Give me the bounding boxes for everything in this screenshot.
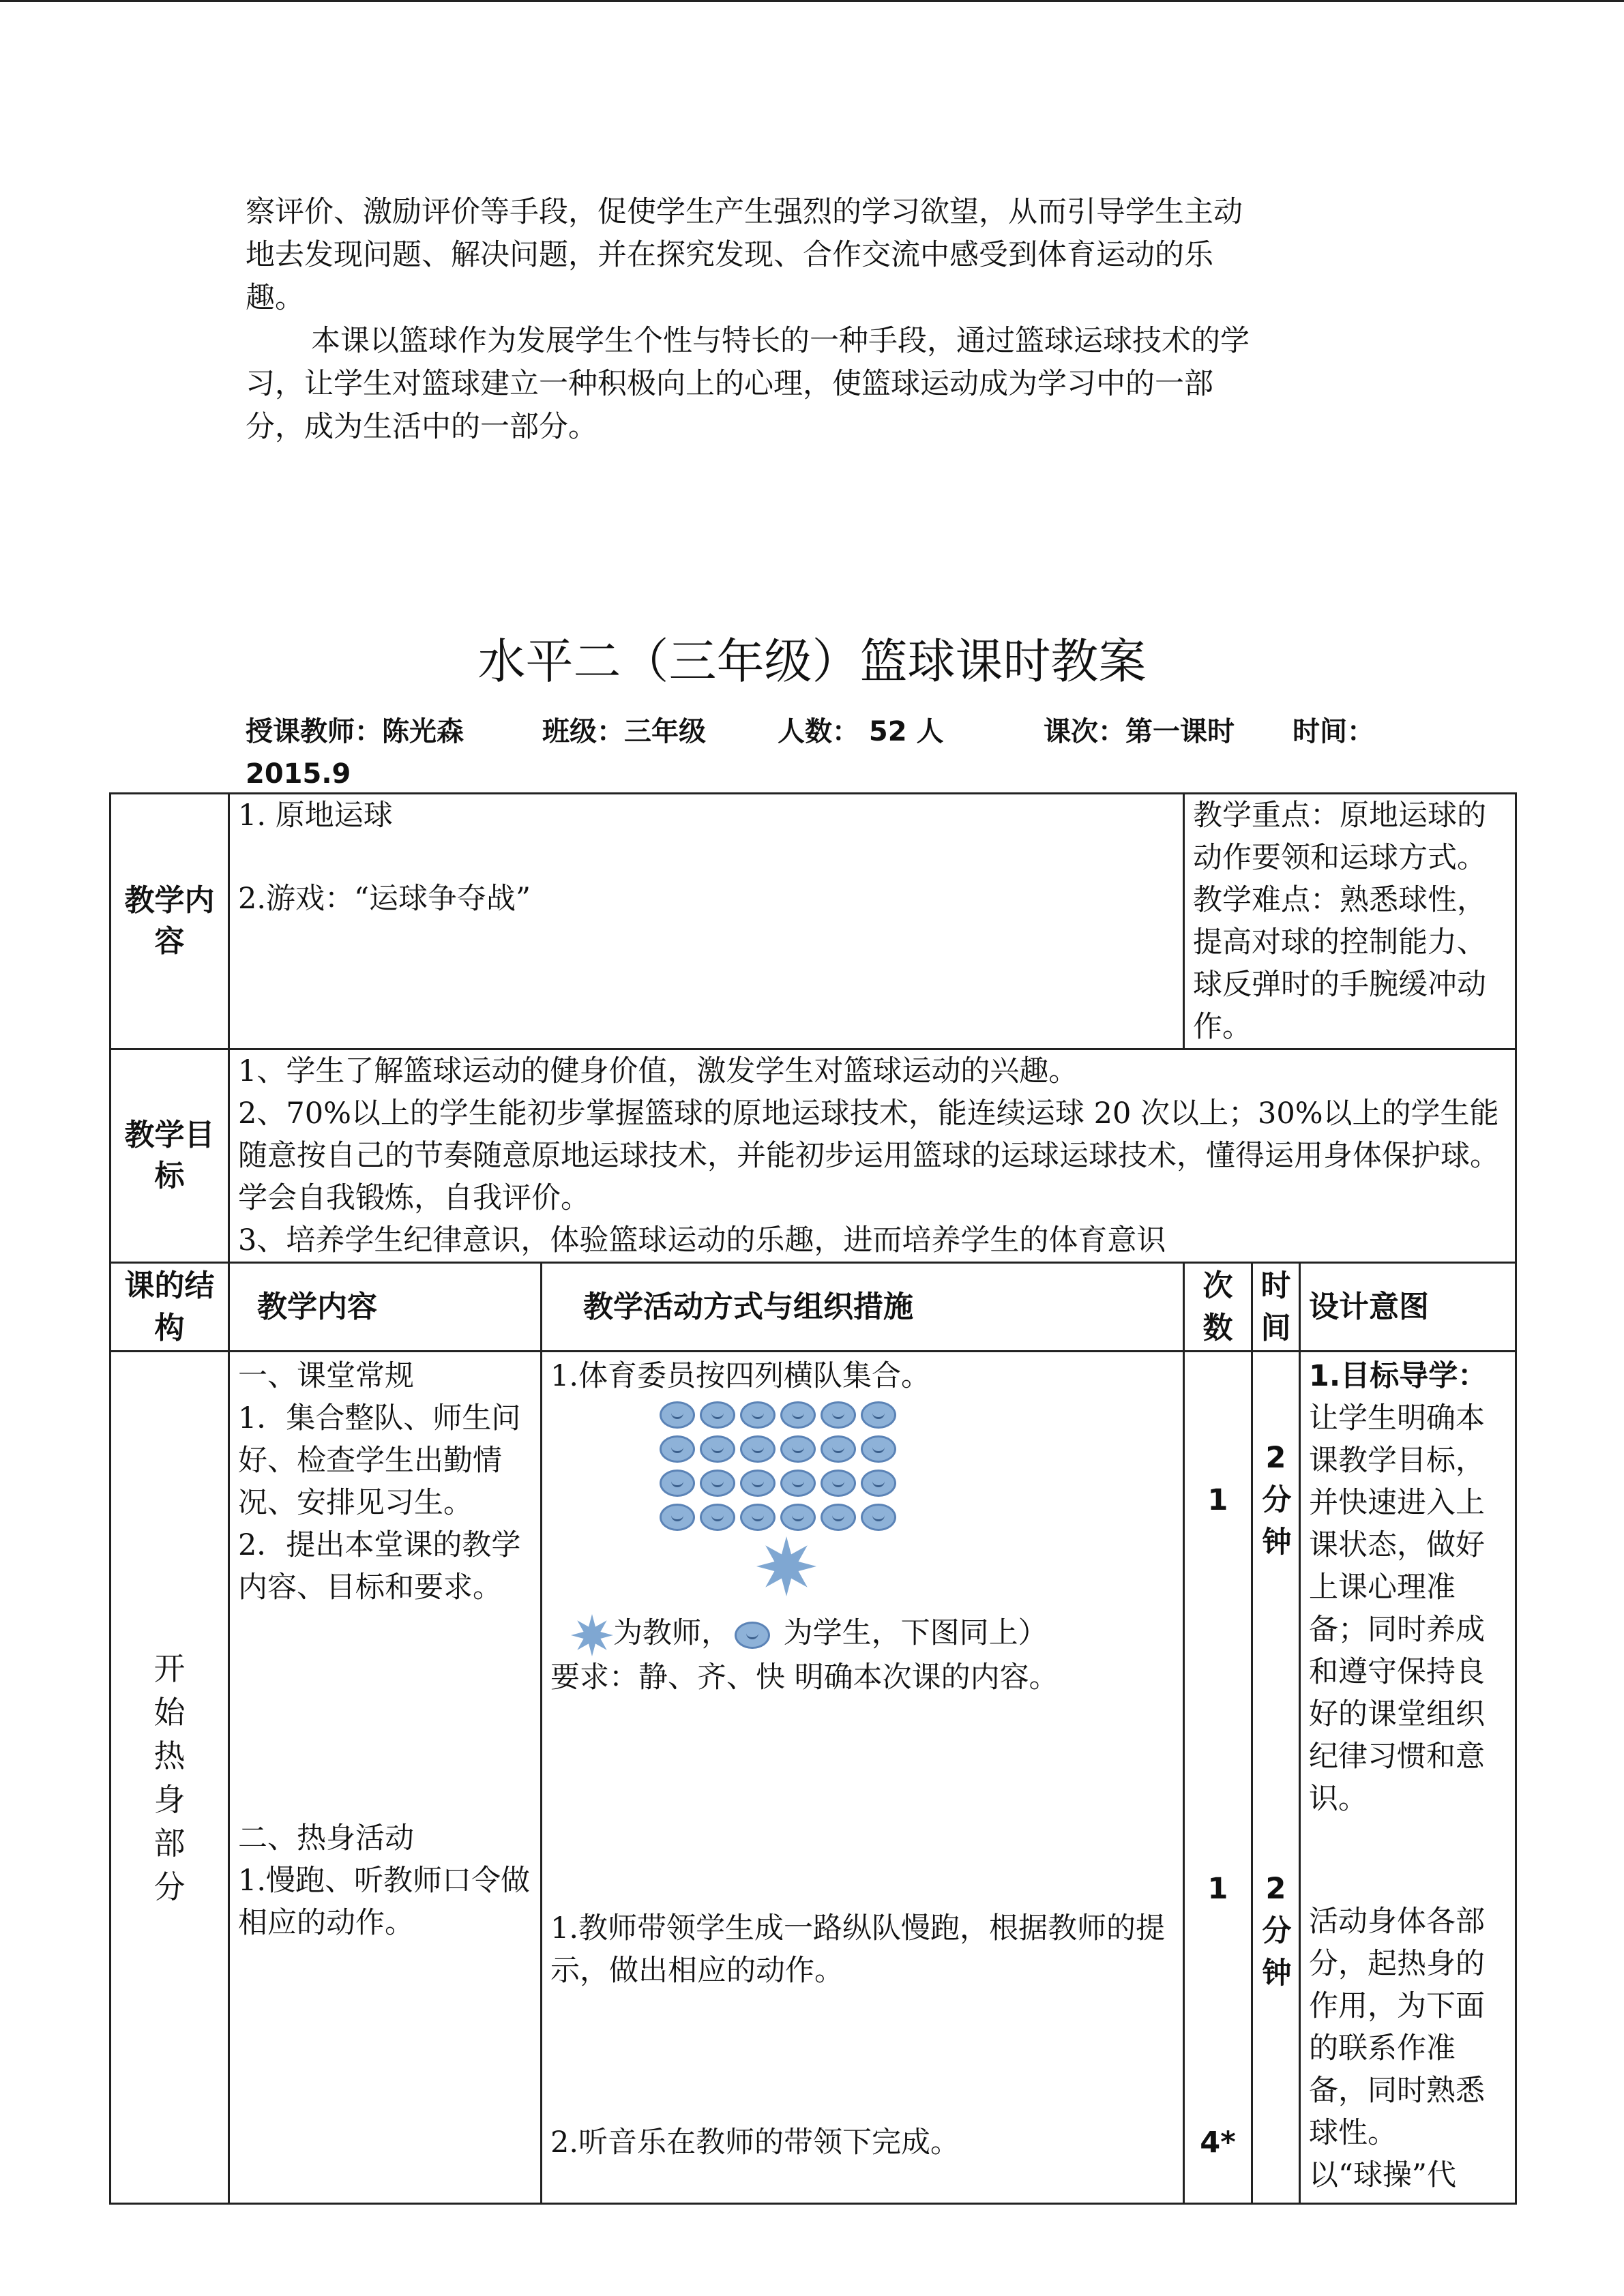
header-duration: 时间 bbox=[1252, 1263, 1300, 1352]
legend-teacher: 为教师， bbox=[613, 1616, 730, 1650]
times-value: 4* bbox=[1200, 2126, 1236, 2160]
student-face-icon bbox=[780, 1470, 816, 1497]
student-face-icon bbox=[660, 1435, 695, 1463]
formation-row bbox=[660, 1504, 1175, 1538]
student-face-icon bbox=[660, 1401, 695, 1429]
section-name: 开始热身部分 bbox=[153, 1650, 186, 1905]
student-face-icon bbox=[700, 1401, 735, 1429]
goal-1: 1、学生了解篮球运动的健身价值，激发学生对篮球运动的兴趣。 bbox=[238, 1054, 1078, 1088]
warmup-title: 二、热身活动 bbox=[238, 1821, 414, 1855]
legend-student: 为学生，下图同上） bbox=[774, 1616, 1048, 1650]
label-text: 教学目标 bbox=[124, 1118, 215, 1193]
meta-class: 班级：三年级 bbox=[542, 716, 706, 747]
meta-lesson: 课次：第一课时 bbox=[1044, 716, 1235, 747]
student-face-icon bbox=[700, 1435, 735, 1463]
header-intent: 设计意图 bbox=[1300, 1263, 1516, 1352]
teacher-position bbox=[756, 1536, 1175, 1608]
student-face-icon bbox=[660, 1470, 695, 1497]
student-face-icon bbox=[700, 1470, 735, 1497]
label-text: 教学内容 bbox=[124, 883, 215, 959]
times-value: 1 bbox=[1207, 1483, 1228, 1517]
student-face-icon bbox=[780, 1435, 816, 1463]
student-face-icon bbox=[740, 1435, 776, 1463]
content-cell bbox=[229, 794, 1184, 1049]
formation-legend bbox=[571, 1612, 1175, 1656]
lesson-plan-table bbox=[109, 792, 1517, 2205]
goal-2: 2、70%以上的学生能初步掌握篮球的原地运球技术，能连续运球 20 次以上；30%以上的学生能随意按自己的节奏随意原地运球技术，并能初步运用篮球的运球运球技术，懂得运用身体保护球。学会自我锻炼，自我评价。 bbox=[238, 1097, 1499, 1215]
student-face-icon bbox=[861, 1401, 896, 1429]
student-face-icon bbox=[735, 1622, 770, 1649]
intro-line: 分，成为生活中的一部分。 bbox=[246, 410, 597, 444]
goal-3: 3、培养学生纪律意识，体验篮球运动的乐趣，进而培养学生的体育意识 bbox=[238, 1223, 1166, 1257]
meta-count: 人数： 52 人 bbox=[778, 716, 944, 747]
intro-line: 习，让学生对篮球建立一种积极向上的心理，使篮球运动成为学习中的一部 bbox=[246, 367, 1213, 401]
table-header-row bbox=[110, 1263, 1516, 1352]
difficulty: 教学难点：熟悉球性，提高对球的控制能力、球反弹时的手腕缓冲动作。 bbox=[1193, 883, 1486, 1044]
page-title: 水平二（三年级）篮球课时教案 bbox=[477, 633, 1147, 689]
header-times: 次数 bbox=[1184, 1263, 1252, 1352]
table-row-warmup bbox=[110, 1352, 1516, 2204]
table-row-goals bbox=[110, 1049, 1516, 1263]
header-structure: 课的结构 bbox=[110, 1263, 229, 1352]
student-face-icon bbox=[740, 1504, 776, 1531]
intent-heading: 1.目标导学： bbox=[1309, 1359, 1488, 1393]
student-face-icon bbox=[780, 1401, 816, 1429]
student-face-icon bbox=[861, 1504, 896, 1531]
teacher-star-icon bbox=[571, 1614, 613, 1656]
student-face-icon bbox=[821, 1435, 856, 1463]
student-face-icon bbox=[861, 1435, 896, 1463]
intro-text bbox=[246, 191, 1371, 449]
formation-row bbox=[660, 1435, 1175, 1470]
label-teaching-goal bbox=[110, 1049, 229, 1263]
intent-text: 以“球操”代 bbox=[1309, 2158, 1456, 2192]
activity-line: 2.听音乐在教师的带领下完成。 bbox=[550, 2126, 960, 2160]
activity-line: 1.体育委员按四列横队集合。 bbox=[550, 1359, 931, 1393]
meta-time-label: 时间： bbox=[1293, 716, 1374, 747]
student-face-icon bbox=[700, 1504, 735, 1531]
keypoint-cell bbox=[1184, 794, 1516, 1049]
student-face-icon bbox=[821, 1504, 856, 1531]
label-teaching-content bbox=[110, 794, 229, 1049]
duration-cell bbox=[1252, 1352, 1300, 2204]
student-face-icon bbox=[821, 1401, 856, 1429]
goals-cell bbox=[229, 1049, 1516, 1263]
times-cell bbox=[1184, 1352, 1252, 2204]
formation-row bbox=[660, 1401, 1175, 1435]
content-item-1: 1. 原地运球 bbox=[238, 799, 393, 833]
routine-item-2: 2．提出本堂课的教学内容、目标和要求。 bbox=[238, 1528, 521, 1605]
warmup-item-1: 1.慢跑、听教师口令做相应的动作。 bbox=[238, 1864, 531, 1940]
duration-value: 2分钟 bbox=[1262, 1441, 1292, 1560]
meta-time-value: 2015.9 bbox=[246, 758, 351, 790]
table-row-content bbox=[110, 794, 1516, 1049]
student-face-icon bbox=[861, 1470, 896, 1497]
student-face-icon bbox=[740, 1401, 776, 1429]
student-face-icon bbox=[780, 1504, 816, 1531]
duration-value: 2分钟 bbox=[1262, 1872, 1292, 1991]
student-face-icon bbox=[740, 1470, 776, 1497]
intro-line: 地去发现问题、解决问题，并在探究发现、合作交流中感受到体育运动的乐 bbox=[246, 238, 1213, 272]
intro-line: 本课以篮球作为发展学生个性与特长的一种手段，通过篮球运球技术的学 bbox=[311, 324, 1250, 358]
meta-teacher: 授课教师：陈光森 bbox=[246, 716, 464, 747]
header-activity: 教学活动方式与组织措施 bbox=[542, 1263, 1184, 1352]
key-point: 教学重点：原地运球的动作要领和运球方式。 bbox=[1193, 799, 1486, 875]
teacher-star-icon bbox=[756, 1536, 816, 1596]
times-value: 1 bbox=[1207, 1872, 1228, 1906]
section-warmup-label bbox=[110, 1352, 229, 2204]
activity-requirement: 要求：静、齐、快 明确本次课的内容。 bbox=[550, 1660, 1059, 1695]
warmup-activity-cell bbox=[542, 1352, 1184, 2204]
intro-line: 趣。 bbox=[246, 281, 304, 315]
page-top-border bbox=[0, 0, 1624, 2]
header-content: 教学内容 bbox=[229, 1263, 542, 1352]
routine-item-1: 1．集合整队、师生问好、检查学生出勤情况、安排见习生。 bbox=[238, 1401, 521, 1520]
intro-line: 察评价、激励评价等手段，促使学生产生强烈的学习欲望，从而引导学生主动 bbox=[246, 195, 1243, 229]
content-item-2: 2.游戏：“运球争夺战” bbox=[238, 882, 531, 916]
warmup-content-cell bbox=[229, 1352, 542, 2204]
formation-row bbox=[660, 1470, 1175, 1504]
intent-text: 活动身体各部分，起热身的作用，为下面的联系作准备，同时熟悉球性。 bbox=[1309, 1905, 1485, 2150]
student-face-icon bbox=[821, 1470, 856, 1497]
activity-line: 1.教师带领学生成一路纵队慢跑，根据教师的提示，做出相应的动作。 bbox=[550, 1911, 1166, 1988]
student-face-icon bbox=[660, 1504, 695, 1531]
routine-title: 一、课堂常规 bbox=[238, 1359, 414, 1393]
intent-text: 让学生明确本课教学目标，并快速进入上课状态，做好上课心理准备；同时养成和遵守保持良好的课堂组织纪律习惯和意识。 bbox=[1309, 1401, 1485, 1816]
intent-cell bbox=[1300, 1352, 1516, 2204]
student-formation bbox=[660, 1401, 1175, 1538]
